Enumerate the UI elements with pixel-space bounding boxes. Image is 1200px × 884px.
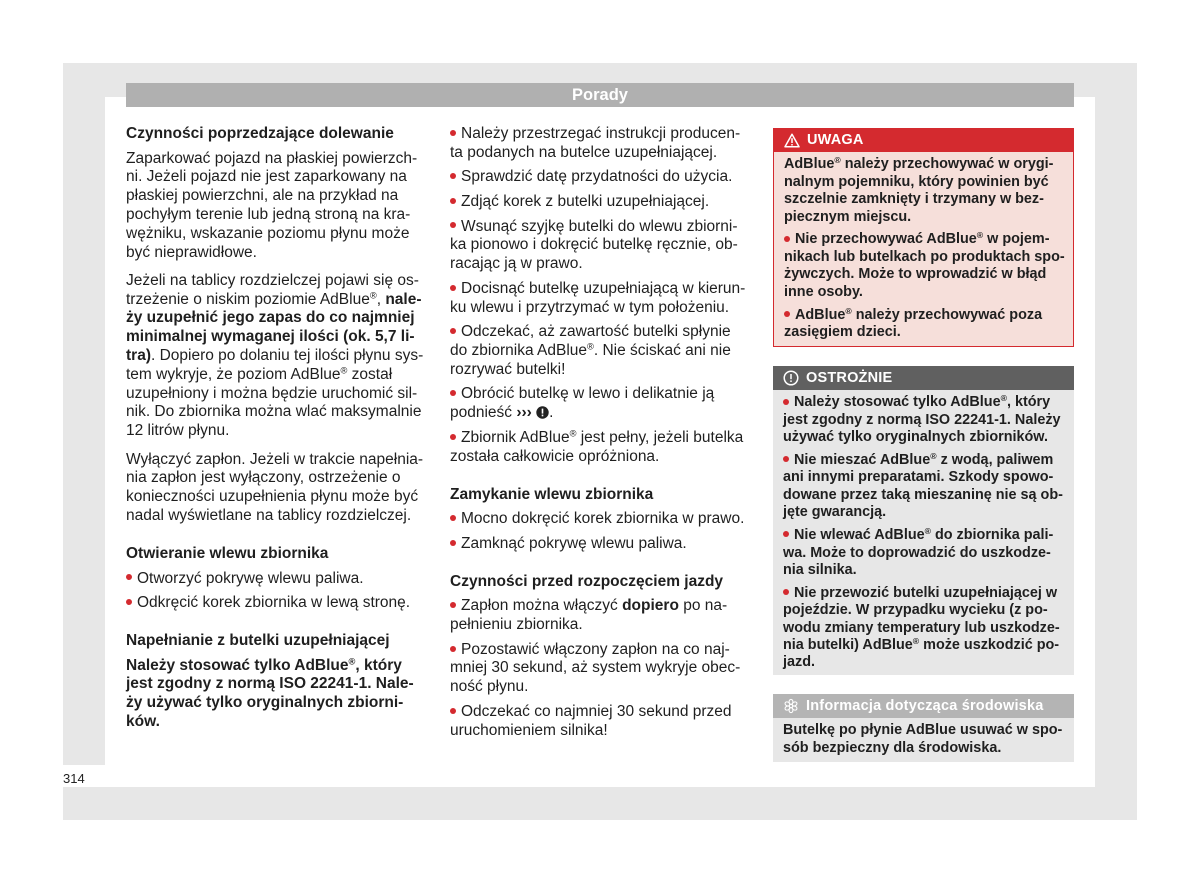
bullet-dot-icon — [450, 222, 456, 228]
bullet-item — [450, 641, 750, 697]
text-run: . Dopiero po dolaniu tej ilości płynu sys- tem wykryje, że poziom AdBlue — [126, 347, 424, 383]
text-run: Otwieranie wlewu zbiornika — [126, 544, 329, 562]
bullet-item — [783, 527, 1064, 579]
text-run: AdBlue — [795, 306, 846, 323]
bullet-item — [450, 429, 750, 467]
subheading — [126, 545, 426, 564]
text-run: Zapłon można włączyć — [461, 597, 623, 615]
registered-mark: ® — [834, 155, 841, 166]
bullet-dot-icon — [450, 434, 456, 440]
bullet-dot-icon — [126, 574, 132, 580]
environment-box — [773, 694, 1074, 762]
text-run: do zbiornika pali- wa. Może to doprowadzić do uszkodze- nia silnika. — [783, 527, 1054, 578]
environment-box-header — [773, 694, 1074, 718]
bullet-item — [783, 452, 1064, 522]
paragraph — [784, 156, 1063, 226]
bold-text-run: dopiero — [622, 597, 679, 615]
text-run: Docisnąć butelkę uzupełniającą w kierun- ku wlewu i przytrzymać w tym położeniu. — [450, 279, 746, 316]
text-run: Obrócić butelkę w lewo i delikatnie ją podnieść — [450, 385, 715, 422]
bullet-dot-icon — [450, 646, 456, 652]
bullet-item — [450, 510, 750, 529]
registered-mark: ® — [348, 656, 356, 667]
caution-box-body — [773, 390, 1074, 672]
bullet-dot-icon — [784, 236, 790, 242]
text-run: , — [376, 290, 386, 308]
caution-box-label: OSTROŻNIE — [806, 370, 893, 386]
page-number: 314 — [63, 771, 85, 786]
bullet-item — [450, 193, 750, 212]
text-run: Otworzyć pokrywę wlewu paliwa. — [137, 569, 364, 587]
text-run: Nie przewozić butelki uzupełniającej w pojeździe. W przypadku wycieku (z po- wodu zmiany temperatury lub uszkodze- nia butelki) AdBlue — [783, 584, 1060, 654]
subheading — [450, 573, 750, 592]
registered-mark: ® — [912, 635, 920, 646]
registered-mark: ® — [930, 450, 937, 461]
bullet-dot-icon — [450, 540, 456, 546]
bullet-item — [450, 385, 750, 423]
bullet-dot-icon — [450, 602, 456, 608]
text-run: został uzupełniony i można będzie uruchomić sil- nik. Do zbiornika można wlać maksymalnie 12 litrów płynu. — [126, 365, 422, 440]
text-run: Zaparkować pojazd na płaskiej powierzch- ni. Jeżeli pojazd nie jest zaparkowany na płaskiej powierzchni, ale na przykład na pochyłym terenie lub jedną stroną na kra- wężniku, wskazanie poziomu płynu może być nieprawidłowe. — [126, 149, 418, 261]
bullet-item — [450, 535, 750, 554]
bullet-dot-icon — [783, 589, 789, 595]
bullet-dot-icon — [450, 328, 456, 334]
caution-reference-icon — [536, 406, 549, 419]
text-run: Należy stosować tylko AdBlue — [794, 394, 1001, 411]
text-run: Pozostawić włączony zapłon na co naj- mniej 30 sekund, aż system wykryje obec- ność płynu. — [450, 640, 741, 696]
paragraph — [126, 657, 426, 732]
registered-mark: ® — [369, 290, 377, 301]
bullet-item — [450, 125, 750, 163]
warning-box-label: UWAGA — [807, 132, 864, 148]
bullet-dot-icon — [783, 456, 789, 462]
bullet-dot-icon — [450, 173, 456, 179]
text-run: jest pełny, jeżeli butelka została całkowicie opróżniona. — [450, 428, 744, 465]
text-run: Nie mieszać AdBlue — [794, 452, 931, 469]
text-run: może uszkodzić po- jazd. — [783, 637, 1060, 671]
text-run: Zamknąć pokrywę wlewu paliwa. — [461, 534, 687, 552]
section-title: Porady — [572, 86, 628, 104]
registered-mark: ® — [924, 525, 931, 536]
text-run: Odczekać co najmniej 30 sekund przed uruchomieniem silnika! — [450, 702, 732, 739]
bullet-dot-icon — [450, 708, 456, 714]
bullet-item — [784, 307, 1063, 342]
registered-mark: ® — [976, 230, 984, 241]
bullet-dot-icon — [783, 399, 789, 405]
text-run: , który jest zgodny z normą ISO 22241-1. Należy używać tylko oryginalnych zbiorników. — [783, 394, 1061, 446]
registered-mark: ® — [845, 305, 852, 316]
bullet-dot-icon — [450, 285, 456, 291]
text-run: Czynności przed rozpoczęciem jazdy — [450, 572, 724, 590]
text-run: Zbiornik AdBlue — [461, 428, 570, 446]
warning-box-header — [773, 128, 1074, 152]
bullet-item — [450, 703, 750, 741]
registered-mark: ® — [587, 341, 594, 352]
text-run: AdBlue — [784, 156, 835, 173]
section-header — [126, 83, 1074, 107]
environment-box-label: Informacja dotycząca środowiska — [806, 698, 1044, 714]
bullet-dot-icon — [126, 599, 132, 605]
text-run: Jeżeli na tablicy rozdzielczej pojawi się os- trzeżenie o niskim poziomie AdBlue — [126, 271, 419, 308]
bullet-item — [450, 280, 750, 318]
environment-box-body — [773, 718, 1074, 757]
bullet-dot-icon — [450, 130, 456, 136]
text-run: po na- pełnieniu zbiornika. — [450, 597, 728, 634]
bullet-dot-icon — [450, 390, 456, 396]
text-run: należy przechowywać w orygi- nalnym pojemniku, który powinien być szczelnie zamknięty i trzymany w bez- piecznym miejscu. — [784, 156, 1054, 225]
text-run: Odczekać, aż zawartość butelki spłynie do zbiornika AdBlue — [450, 323, 731, 359]
registered-mark: ® — [1000, 393, 1007, 404]
registered-mark: ® — [340, 365, 348, 376]
text-run: w pojem- nikach lub butelkach po produktach spo- żywczych. Może to wprowadzić w błąd inne osoby. — [784, 231, 1065, 300]
paragraph — [126, 150, 426, 263]
paragraph — [126, 451, 426, 526]
text-run: Należy przestrzegać instrukcji producen- ta podanych na butelce uzupełniającej. — [450, 125, 741, 161]
text-run: Butelkę po płynie AdBlue usuwać w spo- sób bezpieczny dla środowiska. — [783, 722, 1063, 756]
text-run: Czynności poprzedzające dolewanie — [126, 125, 394, 142]
column-left — [126, 125, 426, 732]
bold-text-run: Należy stosować tylko AdBlue — [126, 656, 349, 674]
text-run: Odkręcić korek zbiornika w lewą stronę. — [137, 594, 411, 612]
text-run: Wyłączyć zapłon. Jeżeli w trakcie napełnia- nia zapłon jest wyłączony, ostrzeżenie o konieczności uzupełnienia płynu może być nadal wyświetlane na tablicy rozdzielczej. — [126, 450, 424, 524]
paragraph — [126, 272, 426, 441]
text-run: Napełnianie z butelki uzupełniającej — [126, 632, 390, 650]
warning-triangle-icon — [784, 132, 800, 148]
text-run: Nie przechowywać AdBlue — [795, 231, 977, 248]
subheading — [126, 125, 426, 144]
subheading — [126, 632, 426, 651]
warning-box — [773, 128, 1074, 347]
caution-box-header — [773, 366, 1074, 390]
column-middle — [450, 125, 750, 740]
text-run: z wodą, paliwem ani innymi preparatami. Szkody spowo- dowane przez taką mieszaninę nie są ob- jęte gwarancją. — [783, 452, 1063, 521]
caution-box — [773, 366, 1074, 675]
bullet-item — [783, 585, 1064, 672]
environment-flower-icon — [783, 698, 799, 714]
bold-text-run: ››› — [516, 404, 532, 422]
paragraph — [783, 722, 1064, 757]
bullet-dot-icon — [450, 515, 456, 521]
bold-text-run: , który jest zgodny z normą ISO 22241-1. Nale- ży używać tylko oryginalnych zbiorni- ków. — [126, 656, 414, 731]
bullet-item — [126, 570, 426, 589]
subheading — [450, 486, 750, 505]
bullet-dot-icon — [783, 531, 789, 537]
text-run: Wsunąć szyjkę butelki do wlewu zbiorni- ka pionowo i dokręcić butelkę ręcznie, ob- racając ją w prawo. — [450, 217, 738, 273]
text-run: Zdjąć korek z butelki uzupełniającej. — [461, 192, 710, 210]
text-run: Mocno dokręcić korek zbiornika w prawo. — [461, 510, 745, 528]
bold-text-run: nale- ży uzupełnić jego zapas do co najmniej minimalnej wymaganej ilości (ok. 5,7 li- tra) — [126, 290, 422, 365]
bullet-item — [450, 218, 750, 274]
text-run: . Nie ściskać ani nie rozrywać butelki! — [450, 341, 731, 378]
bullet-dot-icon — [784, 311, 790, 317]
text-run: Sprawdzić datę przydatności do użycia. — [461, 168, 733, 186]
text-run: należy przechowywać poza zasięgiem dzieci. — [784, 306, 1043, 340]
bullet-item — [784, 231, 1063, 301]
bullet-item — [450, 323, 750, 379]
text-run: Nie wlewać AdBlue — [794, 527, 925, 544]
bullet-item — [126, 594, 426, 613]
text-run: . — [549, 404, 554, 422]
bullet-item — [450, 168, 750, 187]
registered-mark: ® — [569, 428, 577, 439]
bullet-dot-icon — [450, 198, 456, 204]
warning-box-body — [774, 152, 1073, 341]
caution-circle-icon — [783, 370, 799, 386]
bullet-item — [450, 597, 750, 635]
text-run: Zamykanie wlewu zbiornika — [450, 485, 654, 503]
bullet-item — [783, 394, 1064, 446]
